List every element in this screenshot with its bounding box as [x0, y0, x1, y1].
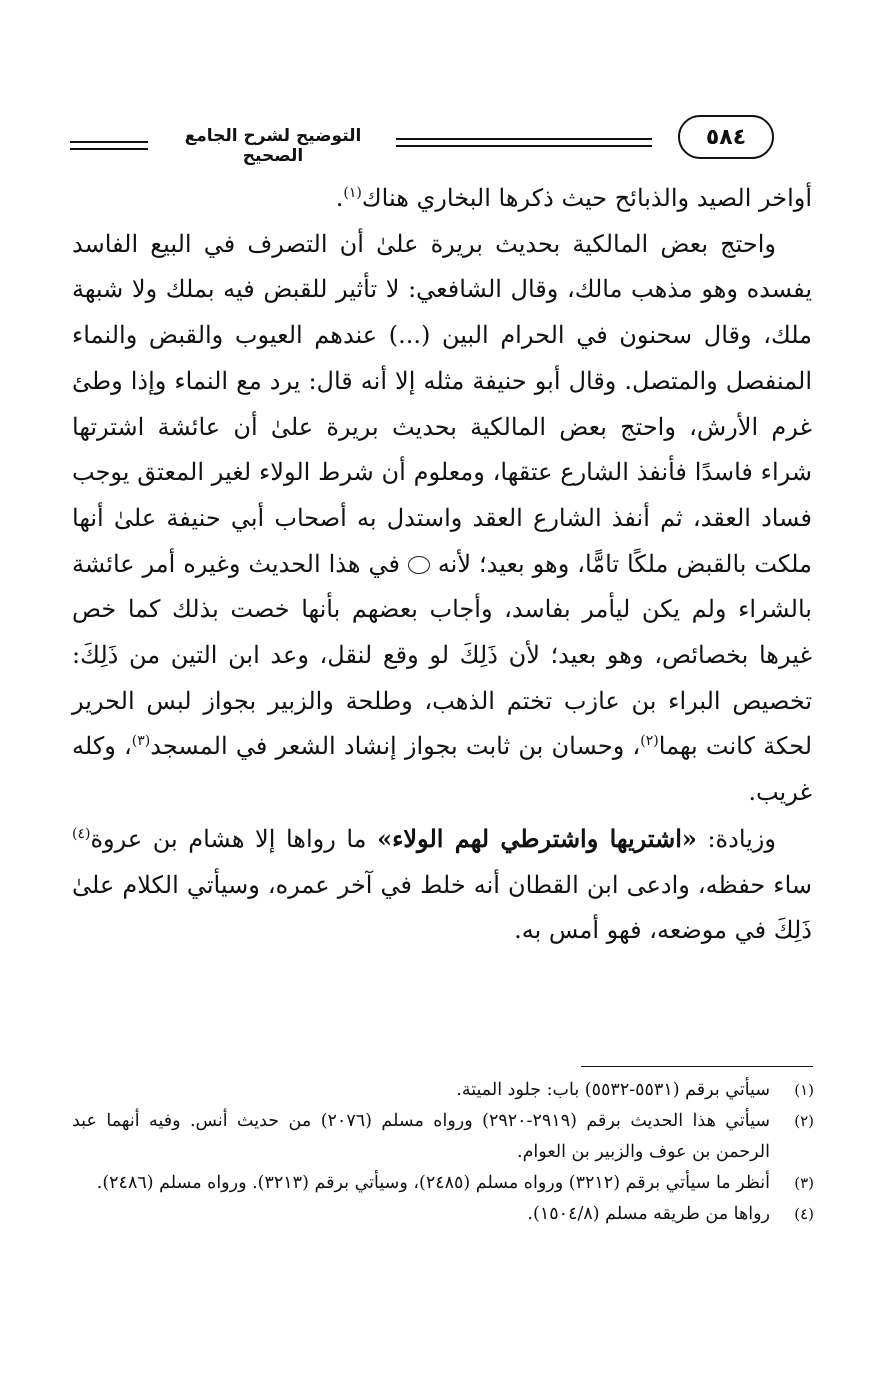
text-run: وزيادة:: [696, 824, 776, 853]
paragraph: [72, 222, 812, 816]
text-run: ، وكله غريب.: [72, 732, 812, 807]
footnote-text: سيأتي هذا الحديث برقم (٢٩١٩-٢٩٢٠) ورواه مسلم (٢٠٧٦) من حديث أنس. وفيه أنهما عبد الرحمن بن عوف والزبير بن العوام.: [72, 1111, 771, 1162]
header-rule: [70, 148, 148, 150]
footnote: [72, 1168, 814, 1199]
page-header: [70, 105, 800, 165]
footnote-text: رواها من طريقه مسلم (١٥٠٤/٨).: [527, 1204, 770, 1224]
header-rule: [396, 138, 652, 140]
text-run: واحتج بعض المالكية بحديث بريرة علىٰ أن التصرف في البيع الفاسد يفسده وهو مذهب مالك، وقال الشافعي: لا تأثير للقبض فيه بملك ولا شبهة ملك، وقال سحنون في الحرام البين (...) عندهم العيوب والقبض والنماء المنفصل والمتصل. وقال أبو حنيفة مثله إلا أنه قال: يرد مع النماء وإذا وطئ غرم الأرش، واحتج بعض المالكية بحديث بريرة علىٰ أن عائشة اشترتها شراء فاسدًا فأنفذ الشارع عتقها، ومعلوم أن شرط الولاء لغير المعتق يوجب فساد العقد، ثم أنفذ الشارع العقد واستدل به أصحاب أبي حنيفة علىٰ أنها ملكت بالقبض ملكًا تامًّا، وهو بعيد؛ لأنه: [72, 229, 812, 578]
footnote-separator: [581, 1066, 813, 1067]
salutation-icon: [408, 556, 430, 574]
footnote-text: أنظر ما سيأتي برقم (٣٢١٢) ورواه مسلم (٢٤٨٥)، وسيأتي برقم (٣٢١٣). ورواه مسلم (٢٤٨٦).: [96, 1173, 770, 1193]
footnote: [72, 1106, 814, 1168]
header-rule: [70, 141, 148, 143]
footnote-text: سيأتي برقم (٥٥٣١-٥٥٣٢) باب: جلود الميتة.: [456, 1080, 770, 1100]
footnote-ref[interactable]: (٢): [640, 733, 659, 750]
header-rule: [396, 145, 652, 147]
running-title: التوضيح لشرح الجامع الصحيح: [184, 126, 362, 166]
footnote-number: (١): [794, 1081, 814, 1099]
page-number: ٥٨٤: [678, 115, 774, 159]
footnote-ref[interactable]: (٤): [72, 825, 91, 842]
footnote-number: (٣): [794, 1174, 814, 1192]
text-run: ، وحسان بن ثابت بجواز إنشاد الشعر في المسجد: [150, 732, 641, 761]
footnote: [72, 1199, 814, 1230]
text-run: في هذا الحديث وغيره أمر عائشة بالشراء ولم يكن ليأمر بفاسد، وأجاب بعضهم بأنها خصت بذلك كما خص غيرها بخصائص، وهو بعيد؛ لأن ذَلِكَ لو وقع لنقل، وعد ابن التين من ذَلِكَ: تخصيص البراء بن عازب تختم الذهب، وطلحة والزبير بجواز لبس الحرير لحكة كانت بهما: [72, 549, 813, 761]
paragraph: [72, 176, 812, 222]
footnote-ref[interactable]: (١): [343, 185, 362, 201]
footnotes: [72, 1075, 814, 1230]
paragraph: [72, 816, 812, 954]
footnote-ref[interactable]: (٣): [131, 733, 151, 750]
footnote: [72, 1075, 814, 1106]
footnote-number: (٢): [794, 1112, 814, 1130]
text-run: ساء حفظه، وادعى ابن القطان أنه خلط في آخر عمره، وسيأتي الكلام علىٰ ذَلِكَ في موضعه، فهو أمس به.: [72, 870, 812, 945]
hadith-quote: «اشتريها واشترطي لهم الولاء»: [377, 823, 697, 853]
text-run: أواخر الصيد والذبائح حيث ذكرها البخاري هناك: [361, 184, 812, 212]
text-run: ما رواها إلا هشام بن عروة: [90, 824, 378, 853]
text-run: .: [335, 184, 344, 212]
main-text: [72, 176, 812, 954]
footnote-number: (٤): [794, 1205, 814, 1223]
